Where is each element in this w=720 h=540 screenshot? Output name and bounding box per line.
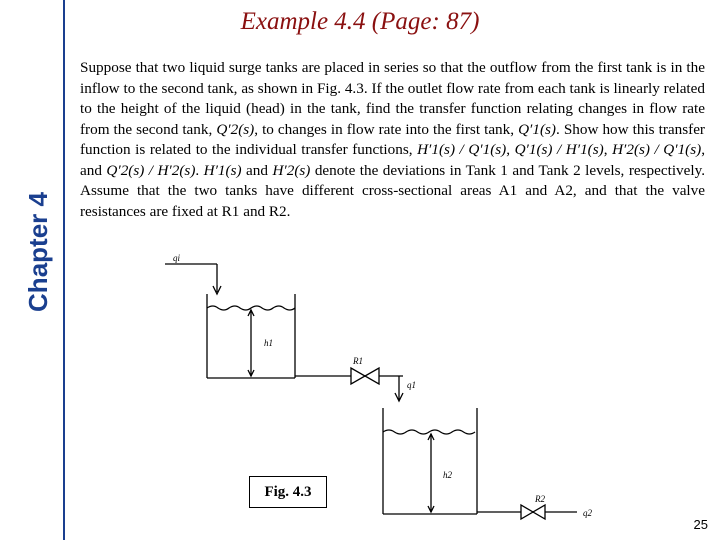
two-tank-diagram: [165, 250, 605, 530]
tank2-liquid-surface: [383, 430, 475, 434]
chapter-label: Chapter 4: [23, 192, 53, 312]
label-q2: q2: [583, 508, 592, 518]
math-tf-h2-q1: H′2(s) / Q′1(s): [612, 141, 702, 158]
label-h1: h1: [264, 338, 273, 348]
text-part-7: denote the deviations in Tank 1 and Tank 2 levels, respectively. Assume that the two tanks have different cross-sectional areas A1 and A2, and that the valve resistances are fixed at R1 and R2.: [80, 161, 706, 220]
label-q1: q1: [407, 380, 416, 390]
math-tf-q2-h2: Q′2(s) / H′2(s): [106, 161, 196, 179]
page-number: 25: [693, 517, 708, 532]
text-part-3: . Show how this transfer function is related to the individual transfer functions,: [80, 120, 705, 158]
label-r1: R1: [353, 356, 363, 366]
valve-r1-icon: [351, 368, 365, 384]
text-part-2: , to changes in flow rate into the first tank,: [254, 120, 515, 138]
problem-statement: [80, 58, 705, 222]
label-qi: qi: [173, 253, 181, 263]
text-part-1: Suppose that two liquid surge tanks are placed in series so that the outflow from the first tank is in the inflow to the second tank, as shown in Fig. 4.3. If the outlet flow rate from each tank is linearly related to the height of the liquid (head) in the tank, find the transfer function relating changes in flow rate from the second tank,: [80, 59, 705, 138]
math-q1-prime: Q′1(s): [518, 120, 556, 138]
text-part-6: and: [246, 161, 268, 179]
math-tf-h1-q1: H′1(s) / Q′1(s): [417, 141, 507, 158]
text-part-5: .: [195, 161, 200, 179]
label-r2: R2: [535, 494, 545, 504]
slide-title: Example 4.4 (Page: 87): [240, 8, 480, 35]
math-h2-prime: H′2(s): [272, 161, 311, 179]
sidebar-divider: [63, 0, 65, 540]
math-q2-prime: Q′2(s): [216, 120, 255, 138]
valve-r2-icon: [521, 505, 533, 519]
label-h2: h2: [443, 470, 452, 480]
separator-2: ,: [603, 141, 608, 158]
math-tf-q1-h1: Q′1(s) / H′1(s): [514, 141, 604, 158]
math-h1-prime: H′1(s): [203, 161, 242, 179]
separator-1: ,: [506, 141, 511, 158]
figure-caption: Fig. 4.3: [249, 476, 327, 508]
text-part-4: , and: [80, 141, 705, 179]
